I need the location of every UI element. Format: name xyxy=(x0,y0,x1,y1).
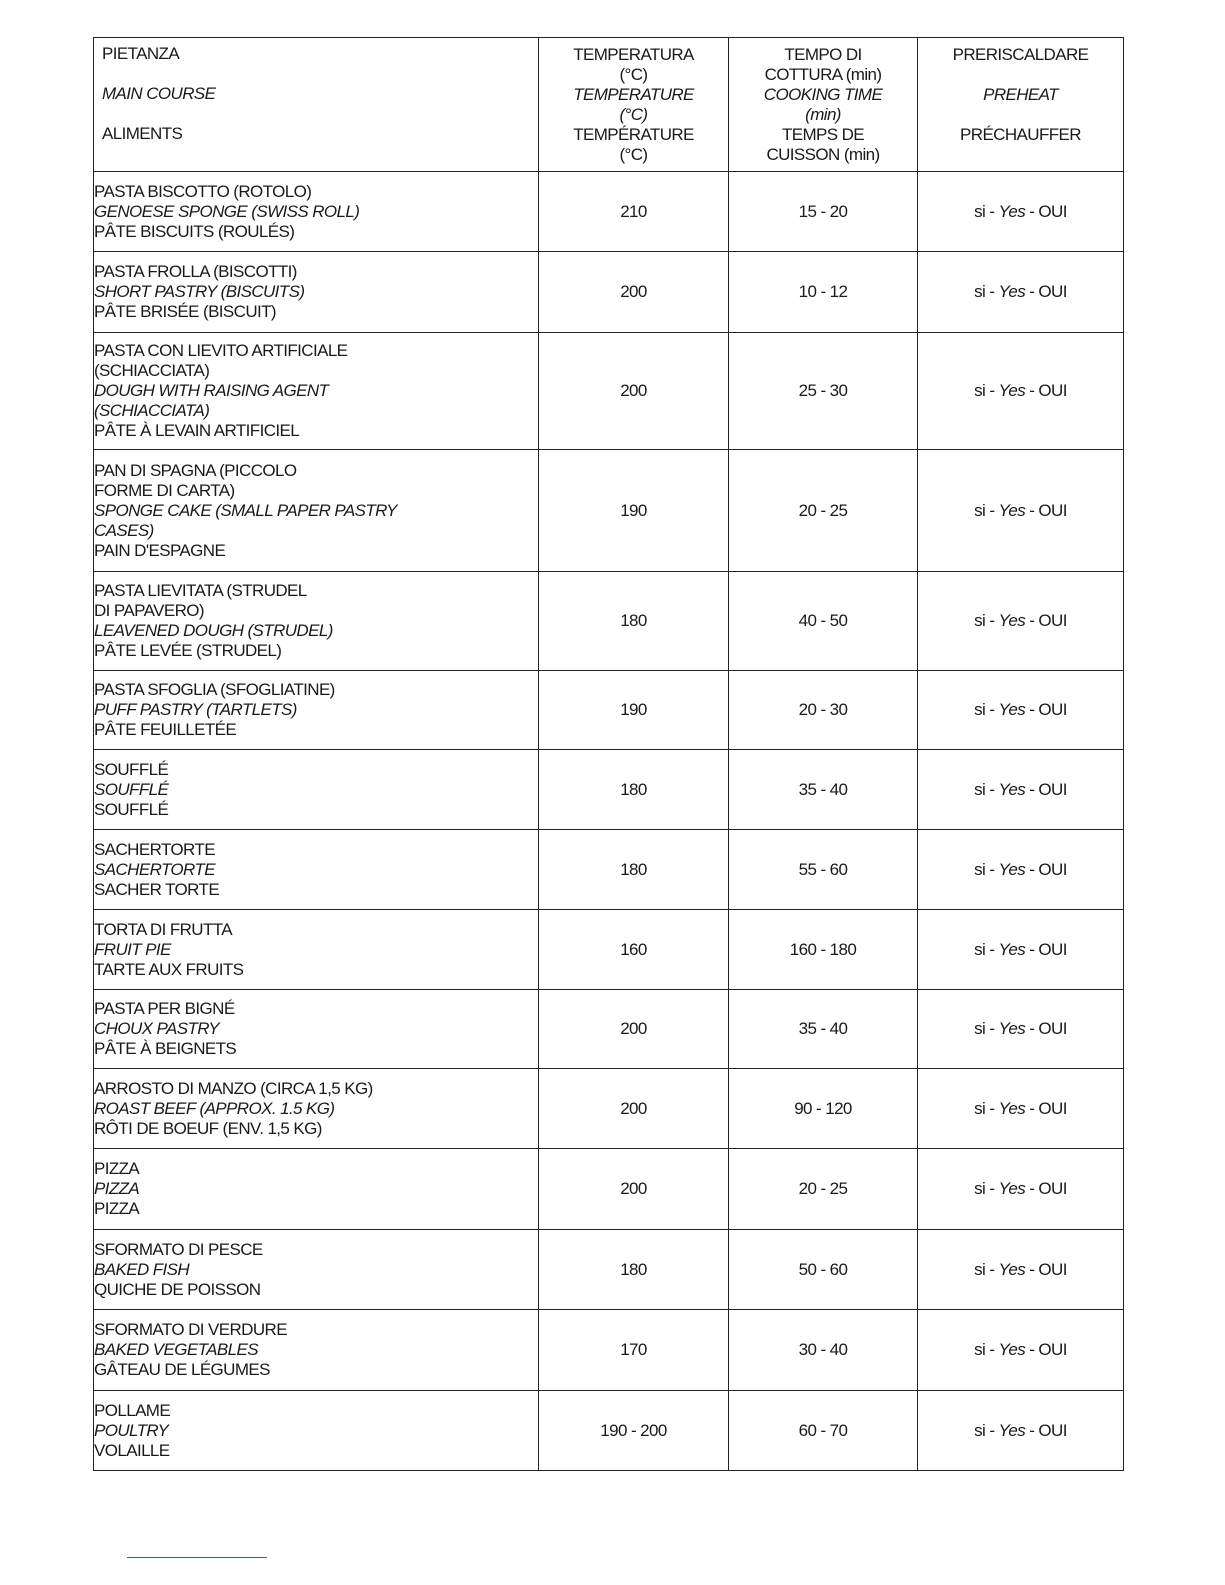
dish-name-it: DI PAPAVERO) xyxy=(94,601,204,620)
preheat-cell xyxy=(918,252,1124,333)
header-time-en: COOKING TIME xyxy=(763,85,883,104)
dish-name-en: PUFF PASTRY (TARTLETS) xyxy=(94,700,297,719)
header-temp-en: TEMPERATURE xyxy=(573,85,694,104)
table-row xyxy=(94,1069,1124,1149)
header-temp-it-unit: (°C) xyxy=(619,65,648,84)
cooking-time-cell: 15 - 20 xyxy=(729,172,918,252)
header-preheat xyxy=(918,38,1124,172)
dish-name-en: FRUIT PIE xyxy=(94,939,171,959)
dish-cell xyxy=(94,830,539,910)
preheat-cell xyxy=(918,990,1124,1069)
dish-cell xyxy=(94,750,539,830)
preheat-cell xyxy=(918,750,1124,830)
preheat-en: Yes xyxy=(998,1420,1026,1440)
cooking-time-cell: 10 - 12 xyxy=(729,252,918,333)
table-row xyxy=(94,671,1124,750)
dish-cell xyxy=(94,1230,539,1310)
header-dish xyxy=(94,38,539,172)
temperature-cell: 190 xyxy=(539,450,729,572)
dish-name-it: PASTA LIEVITATA (STRUDEL xyxy=(94,581,307,600)
cooking-time-cell: 20 - 25 xyxy=(729,450,918,572)
table-body xyxy=(94,172,1124,1471)
preheat-cell xyxy=(918,1310,1124,1391)
dish-cell xyxy=(94,172,539,252)
header-temp-en-unit: (°C) xyxy=(619,105,648,124)
dish-name-fr: PIZZA xyxy=(94,1199,140,1218)
preheat-cell xyxy=(918,1069,1124,1149)
cooking-time-cell: 35 - 40 xyxy=(729,990,918,1069)
dish-name-en: PIZZA xyxy=(94,1179,140,1198)
cooking-time-cell: 60 - 70 xyxy=(729,1391,918,1471)
dish-name-en: GENOESE SPONGE (SWISS ROLL) xyxy=(94,201,360,221)
header-dish-it: PIETANZA xyxy=(102,44,180,63)
preheat-en: Yes xyxy=(998,859,1026,879)
header-time-en-unit: (min) xyxy=(805,105,841,124)
dish-name-en: DOUGH WITH RAISING AGENT xyxy=(94,381,329,400)
table-row xyxy=(94,750,1124,830)
dish-name-en: CHOUX PASTRY xyxy=(94,1019,220,1038)
preheat-it: si - xyxy=(974,500,999,520)
preheat-fr: - OUI xyxy=(1025,939,1067,959)
temperature-cell: 200 xyxy=(539,252,729,333)
table-row xyxy=(94,1149,1124,1230)
temperature-cell: 180 xyxy=(539,830,729,910)
preheat-it: si - xyxy=(974,939,999,959)
dish-cell xyxy=(94,252,539,333)
preheat-fr: - OUI xyxy=(1025,1098,1067,1118)
dish-name-en: BAKED VEGETABLES xyxy=(94,1340,258,1359)
dish-name-fr: TARTE AUX FRUITS xyxy=(94,959,244,979)
temperature-cell: 160 xyxy=(539,910,729,990)
dish-name-en: SOUFFLÉ xyxy=(94,779,169,799)
header-temp-it: TEMPERATURA xyxy=(573,45,694,64)
dish-name-en: (SCHIACCIATA) xyxy=(94,401,210,420)
dish-name-en: LEAVENED DOUGH (STRUDEL) xyxy=(94,621,333,640)
dish-name-it: ARROSTO DI MANZO (CIRCA 1,5 KG) xyxy=(94,1078,373,1098)
preheat-fr: - OUI xyxy=(1025,201,1067,221)
preheat-fr: - OUI xyxy=(1025,1340,1067,1359)
header-time-it-unit: COTTURA (min) xyxy=(764,65,882,84)
dish-name-fr: RÔTI DE BOEUF (ENV. 1,5 KG) xyxy=(94,1118,322,1138)
dish-name-fr: PÂTE À BEIGNETS xyxy=(94,1039,237,1058)
preheat-fr: - OUI xyxy=(1025,282,1067,301)
cooking-time-cell: 25 - 30 xyxy=(729,333,918,450)
cooking-time-cell: 40 - 50 xyxy=(729,572,918,671)
dish-name-en: SACHERTORTE xyxy=(94,859,215,879)
preheat-fr: - OUI xyxy=(1025,1420,1067,1440)
preheat-en: Yes xyxy=(998,611,1026,630)
cooking-time-cell: 30 - 40 xyxy=(729,1310,918,1391)
preheat-cell xyxy=(918,1149,1124,1230)
cooking-time-cell: 160 - 180 xyxy=(729,910,918,990)
preheat-fr: - OUI xyxy=(1025,859,1067,879)
footer-rule xyxy=(127,1557,267,1558)
table-row xyxy=(94,910,1124,990)
header-temp-fr: TEMPÉRATURE xyxy=(573,125,694,144)
preheat-it: si - xyxy=(974,1259,999,1279)
dish-cell xyxy=(94,1069,539,1149)
preheat-cell xyxy=(918,172,1124,252)
cooking-time-cell: 20 - 25 xyxy=(729,1149,918,1230)
temperature-cell: 200 xyxy=(539,1069,729,1149)
table-row xyxy=(94,1230,1124,1310)
dish-name-fr: SOUFFLÉ xyxy=(94,799,169,819)
dish-cell xyxy=(94,450,539,572)
preheat-en: Yes xyxy=(998,1098,1026,1118)
preheat-it: si - xyxy=(974,1179,999,1198)
temperature-cell: 200 xyxy=(539,333,729,450)
dish-name-fr: QUICHE DE POISSON xyxy=(94,1279,261,1299)
header-time-fr-unit: CUISSON (min) xyxy=(766,145,880,164)
cooking-table xyxy=(93,37,1124,1471)
header-preheat-it: PRERISCALDARE xyxy=(952,45,1089,64)
dish-cell xyxy=(94,910,539,990)
dish-cell xyxy=(94,572,539,671)
cooking-time-cell: 90 - 120 xyxy=(729,1069,918,1149)
table-row xyxy=(94,1310,1124,1391)
header-temperature xyxy=(539,38,729,172)
dish-name-fr: PAIN D'ESPAGNE xyxy=(94,540,226,560)
preheat-en: Yes xyxy=(998,1259,1026,1279)
preheat-en: Yes xyxy=(998,700,1026,719)
table-row xyxy=(94,450,1124,572)
preheat-en: Yes xyxy=(998,1179,1026,1198)
header-temp-fr-unit: (°C) xyxy=(619,145,648,164)
dish-name-it: PASTA CON LIEVITO ARTIFICIALE xyxy=(94,341,348,360)
preheat-en: Yes xyxy=(998,1340,1026,1359)
temperature-cell: 170 xyxy=(539,1310,729,1391)
dish-name-fr: PÂTE BRISÉE (BISCUIT) xyxy=(94,302,276,321)
preheat-it: si - xyxy=(974,1098,999,1118)
header-row xyxy=(94,38,1124,172)
preheat-fr: - OUI xyxy=(1025,700,1067,719)
dish-name-it: FORME DI CARTA) xyxy=(94,480,235,500)
preheat-it: si - xyxy=(974,779,999,799)
temperature-cell: 180 xyxy=(539,750,729,830)
table-row xyxy=(94,172,1124,252)
preheat-it: si - xyxy=(974,381,999,400)
dish-name-it: TORTA DI FRUTTA xyxy=(94,919,233,939)
dish-name-it: (SCHIACCIATA) xyxy=(94,361,210,380)
table-row xyxy=(94,333,1124,450)
dish-name-it: PASTA PER BIGNÉ xyxy=(94,999,235,1018)
dish-name-it: SOUFFLÉ xyxy=(94,759,169,779)
preheat-en: Yes xyxy=(998,1019,1026,1038)
dish-name-fr: PÂTE LEVÉE (STRUDEL) xyxy=(94,641,282,660)
preheat-it: si - xyxy=(974,859,999,879)
preheat-en: Yes xyxy=(998,201,1026,221)
dish-name-it: SFORMATO DI VERDURE xyxy=(94,1320,287,1339)
dish-name-it: PASTA SFOGLIA (SFOGLIATINE) xyxy=(94,680,335,699)
header-dish-en: MAIN COURSE xyxy=(102,84,216,103)
cooking-time-cell: 20 - 30 xyxy=(729,671,918,750)
temperature-cell: 190 xyxy=(539,671,729,750)
preheat-fr: - OUI xyxy=(1025,611,1067,630)
header-preheat-fr: PRÉCHAUFFER xyxy=(960,125,1081,144)
dish-name-it: SACHERTORTE xyxy=(94,839,215,859)
dish-name-fr: PÂTE BISCUITS (ROULÉS) xyxy=(94,221,295,241)
temperature-cell: 180 xyxy=(539,1230,729,1310)
dish-name-it: POLLAME xyxy=(94,1400,171,1420)
preheat-cell xyxy=(918,1230,1124,1310)
dish-name-fr: VOLAILLE xyxy=(94,1440,170,1460)
preheat-fr: - OUI xyxy=(1025,1179,1067,1198)
preheat-cell xyxy=(918,910,1124,990)
table-row xyxy=(94,252,1124,333)
preheat-en: Yes xyxy=(998,381,1026,400)
table-row xyxy=(94,1391,1124,1471)
preheat-it: si - xyxy=(974,700,999,719)
preheat-it: si - xyxy=(974,1420,999,1440)
dish-cell xyxy=(94,1391,539,1471)
dish-cell xyxy=(94,990,539,1069)
header-preheat-en: PREHEAT xyxy=(983,85,1058,104)
preheat-fr: - OUI xyxy=(1025,381,1067,400)
preheat-cell xyxy=(918,1391,1124,1471)
temperature-cell: 210 xyxy=(539,172,729,252)
temperature-cell: 180 xyxy=(539,572,729,671)
temperature-cell: 200 xyxy=(539,990,729,1069)
table-row xyxy=(94,830,1124,910)
dish-name-it: PAN DI SPAGNA (PICCOLO xyxy=(94,460,297,480)
dish-name-fr: GÂTEAU DE LÉGUMES xyxy=(94,1360,270,1379)
dish-name-it: PASTA BISCOTTO (ROTOLO) xyxy=(94,181,312,201)
preheat-it: si - xyxy=(974,611,999,630)
dish-cell xyxy=(94,671,539,750)
dish-name-en: BAKED FISH xyxy=(94,1259,190,1279)
preheat-it: si - xyxy=(974,201,999,221)
preheat-cell xyxy=(918,572,1124,671)
preheat-fr: - OUI xyxy=(1025,1019,1067,1038)
dish-cell xyxy=(94,1149,539,1230)
preheat-fr: - OUI xyxy=(1025,779,1067,799)
dish-name-fr: SACHER TORTE xyxy=(94,879,220,899)
dish-cell xyxy=(94,333,539,450)
preheat-fr: - OUI xyxy=(1025,1259,1067,1279)
dish-name-en: POULTRY xyxy=(94,1420,169,1440)
header-time-fr: TEMPS DE xyxy=(781,125,865,144)
dish-name-fr: PÂTE À LEVAIN ARTIFICIEL xyxy=(94,421,300,440)
dish-name-it: PIZZA xyxy=(94,1159,140,1178)
temperature-cell: 200 xyxy=(539,1149,729,1230)
table-row xyxy=(94,990,1124,1069)
cooking-time-cell: 50 - 60 xyxy=(729,1230,918,1310)
dish-name-it: PASTA FROLLA (BISCOTTI) xyxy=(94,262,297,281)
cooking-time-cell: 55 - 60 xyxy=(729,830,918,910)
preheat-it: si - xyxy=(974,1019,999,1038)
preheat-cell xyxy=(918,671,1124,750)
preheat-cell xyxy=(918,450,1124,572)
header-cooking-time xyxy=(729,38,918,172)
preheat-cell xyxy=(918,333,1124,450)
table-row xyxy=(94,572,1124,671)
preheat-fr: - OUI xyxy=(1025,500,1067,520)
cooking-time-cell: 35 - 40 xyxy=(729,750,918,830)
header-dish-fr: ALIMENTS xyxy=(102,124,183,143)
dish-name-en: SHORT PASTRY (BISCUITS) xyxy=(94,282,305,301)
dish-name-en: SPONGE CAKE (SMALL PAPER PASTRY xyxy=(94,500,397,520)
preheat-en: Yes xyxy=(998,500,1026,520)
dish-name-fr: PÂTE FEUILLETÉE xyxy=(94,720,237,739)
dish-name-it: SFORMATO DI PESCE xyxy=(94,1239,263,1259)
dish-cell xyxy=(94,1310,539,1391)
preheat-en: Yes xyxy=(998,282,1026,301)
preheat-it: si - xyxy=(974,1340,999,1359)
preheat-cell xyxy=(918,830,1124,910)
preheat-en: Yes xyxy=(998,779,1026,799)
preheat-en: Yes xyxy=(998,939,1026,959)
dish-name-en: ROAST BEEF (APPROX. 1.5 KG) xyxy=(94,1098,335,1118)
temperature-cell: 190 - 200 xyxy=(539,1391,729,1471)
dish-name-en: CASES) xyxy=(94,520,154,540)
preheat-it: si - xyxy=(974,282,999,301)
header-time-it: TEMPO DI xyxy=(784,45,862,64)
